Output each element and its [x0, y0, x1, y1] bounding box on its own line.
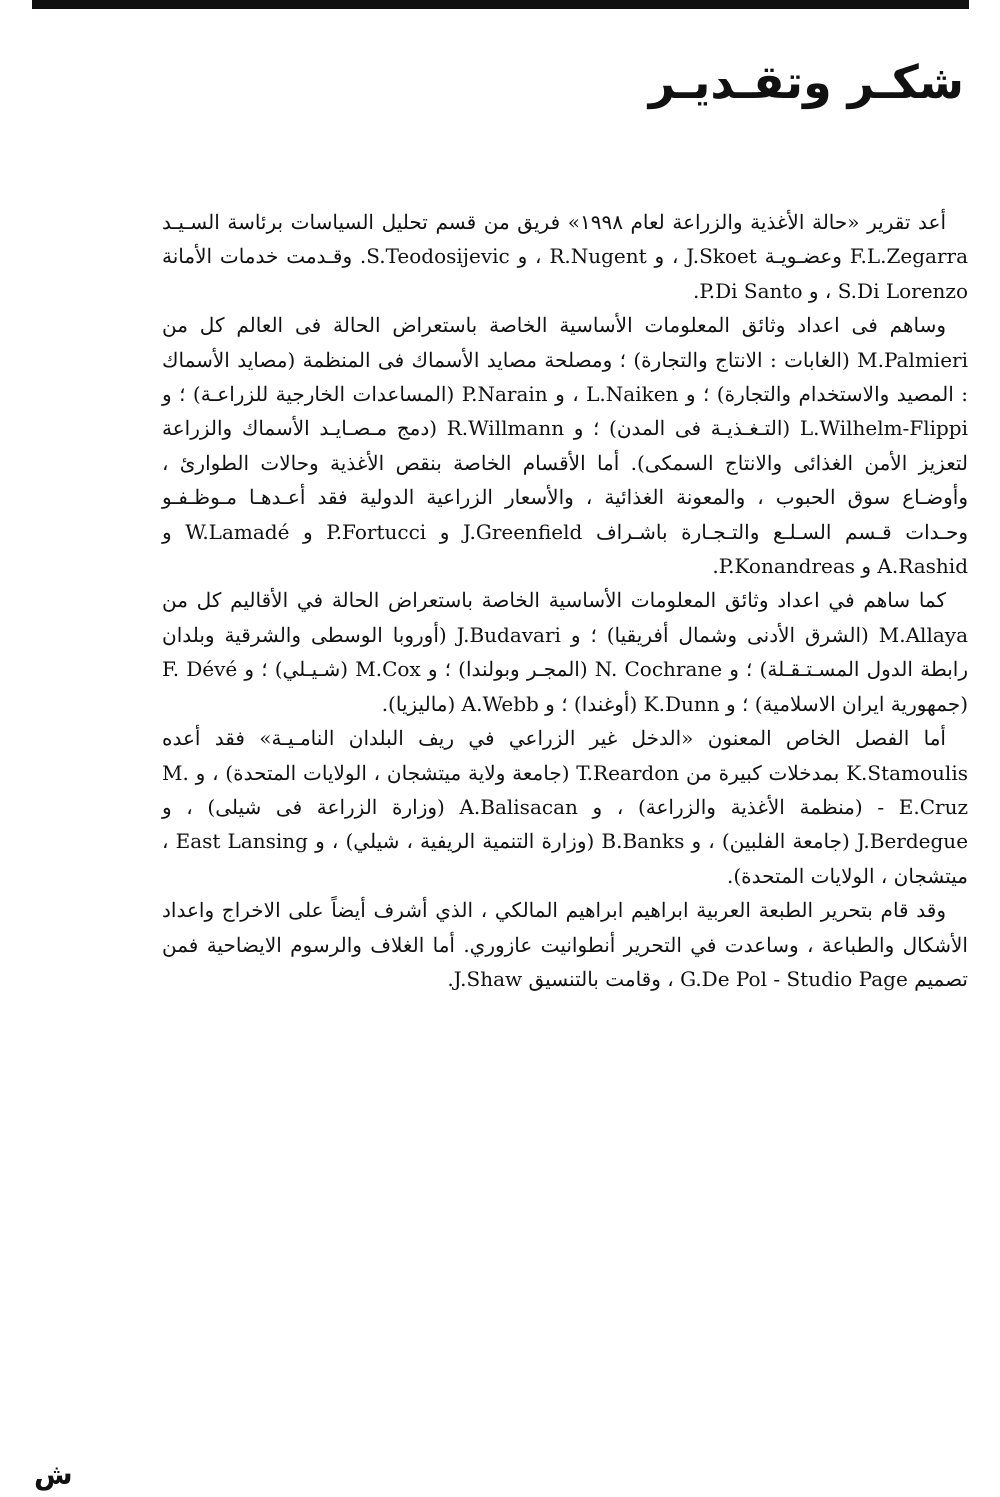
paragraph: وساهم فى اعداد وثائق المعلومات الأساسية الخاصة باستعراض الحالة فى العالم كل من M.Palmieri (الغابات : الانتاج والتجارة) ؛ ومصلحة مصايد الأسماك فى المنظمة (مصايد الأسماك : المصيد والاستخدام والتجارة) ؛ و L.Naiken ، و P.Narain (المساعدات الخارجية للزراعـة) ؛ و L.Wilhelm-Flippi (التـغـذيـة فى المدن) ؛ و R.Willmann (دمج مـصـايـد الأسماك والزراعة لتعزيز الأمن الغذائى والانتاج السمكى). أما الأقسام الخاصة بنقص الأغذية وحالات الطوارئ ، وأوضـاع سوق الحبوب ، والمعونة الغذائية ، والأسعار الزراعية الدولية فقد أعـدهـا مـوظـفـو وحـدات قـسم السـلـع والتـجـارة باشـراف J.Greenfield و P.Fortucci و W.Lamadé و A.Rashid و P.Konandreas. [162, 313, 968, 579]
paragraph: أعد تقرير «حالة الأغذية والزراعة لعام ١٩٩٨» فريق من قسم تحليل السياسات برئاسة السـيـد F.L.Zegarra وعضـويـة J.Skoet ، و R.Nugent ، و S.Teodosijevic. وقـدمت خدمات الأمانة S.Di Lorenzo ، و P.Di Santo. [162, 210, 969, 303]
page-number: ش [34, 1458, 73, 1491]
top-rule [32, 0, 969, 9]
body-text [162, 205, 968, 996]
page-title: شكـر وتقـديـر [648, 55, 964, 109]
paragraph: أما الفصل الخاص المعنون «الدخل غير الزراعي في ريف البلدان النامـيـة» فقد أعده K.Stamoulis بمدخلات كبيرة من T.Reardon (جامعة ولاية ميتشجان ، الولايات المتحدة) ، و M. - E.Cruz (منظمة الأغذية والزراعة) ، و A.Balisacan (وزارة الزراعة فى شيلى) ، و J.Berdegue (جامعة الفلبين) ، و B.Banks (وزارة التنمية الريفية ، شيلي) ، و East Lansing ، ميتشجان ، الولايات المتحدة). [162, 726, 969, 888]
paragraph: وقد قام بتحرير الطبعة العربية ابراهيم ابراهيم المالكي ، الذي أشرف أيضاً على الاخراج واعداد الأشكال والطباعة ، وساعدت في التحرير أنطوانيت عازوري. أما الغلاف والرسوم الايضاحية فمن تصميم G.De Pol - Studio Page ، وقامت بالتنسيق J.Shaw. [162, 898, 968, 991]
paragraph: كما ساهم في اعداد وثائق المعلومات الأساسية الخاصة باستعراض الحالة في الأقاليم كل من M.Allaya (الشرق الأدنى وشمال أفريقيا) ؛ و J.Budavari (أوروبا الوسطى والشرقية وبلدان رابطة الدول المسـتـقـلة) ؛ و N. Cochrane (المجـر وبولندا) ؛ و M.Cox (شـيـلي) ؛ و F. Dévé (جمهورية ايران الاسلامية) ؛ و K.Dunn (أوغندا) ؛ و A.Webb (ماليزيا). [162, 588, 969, 716]
